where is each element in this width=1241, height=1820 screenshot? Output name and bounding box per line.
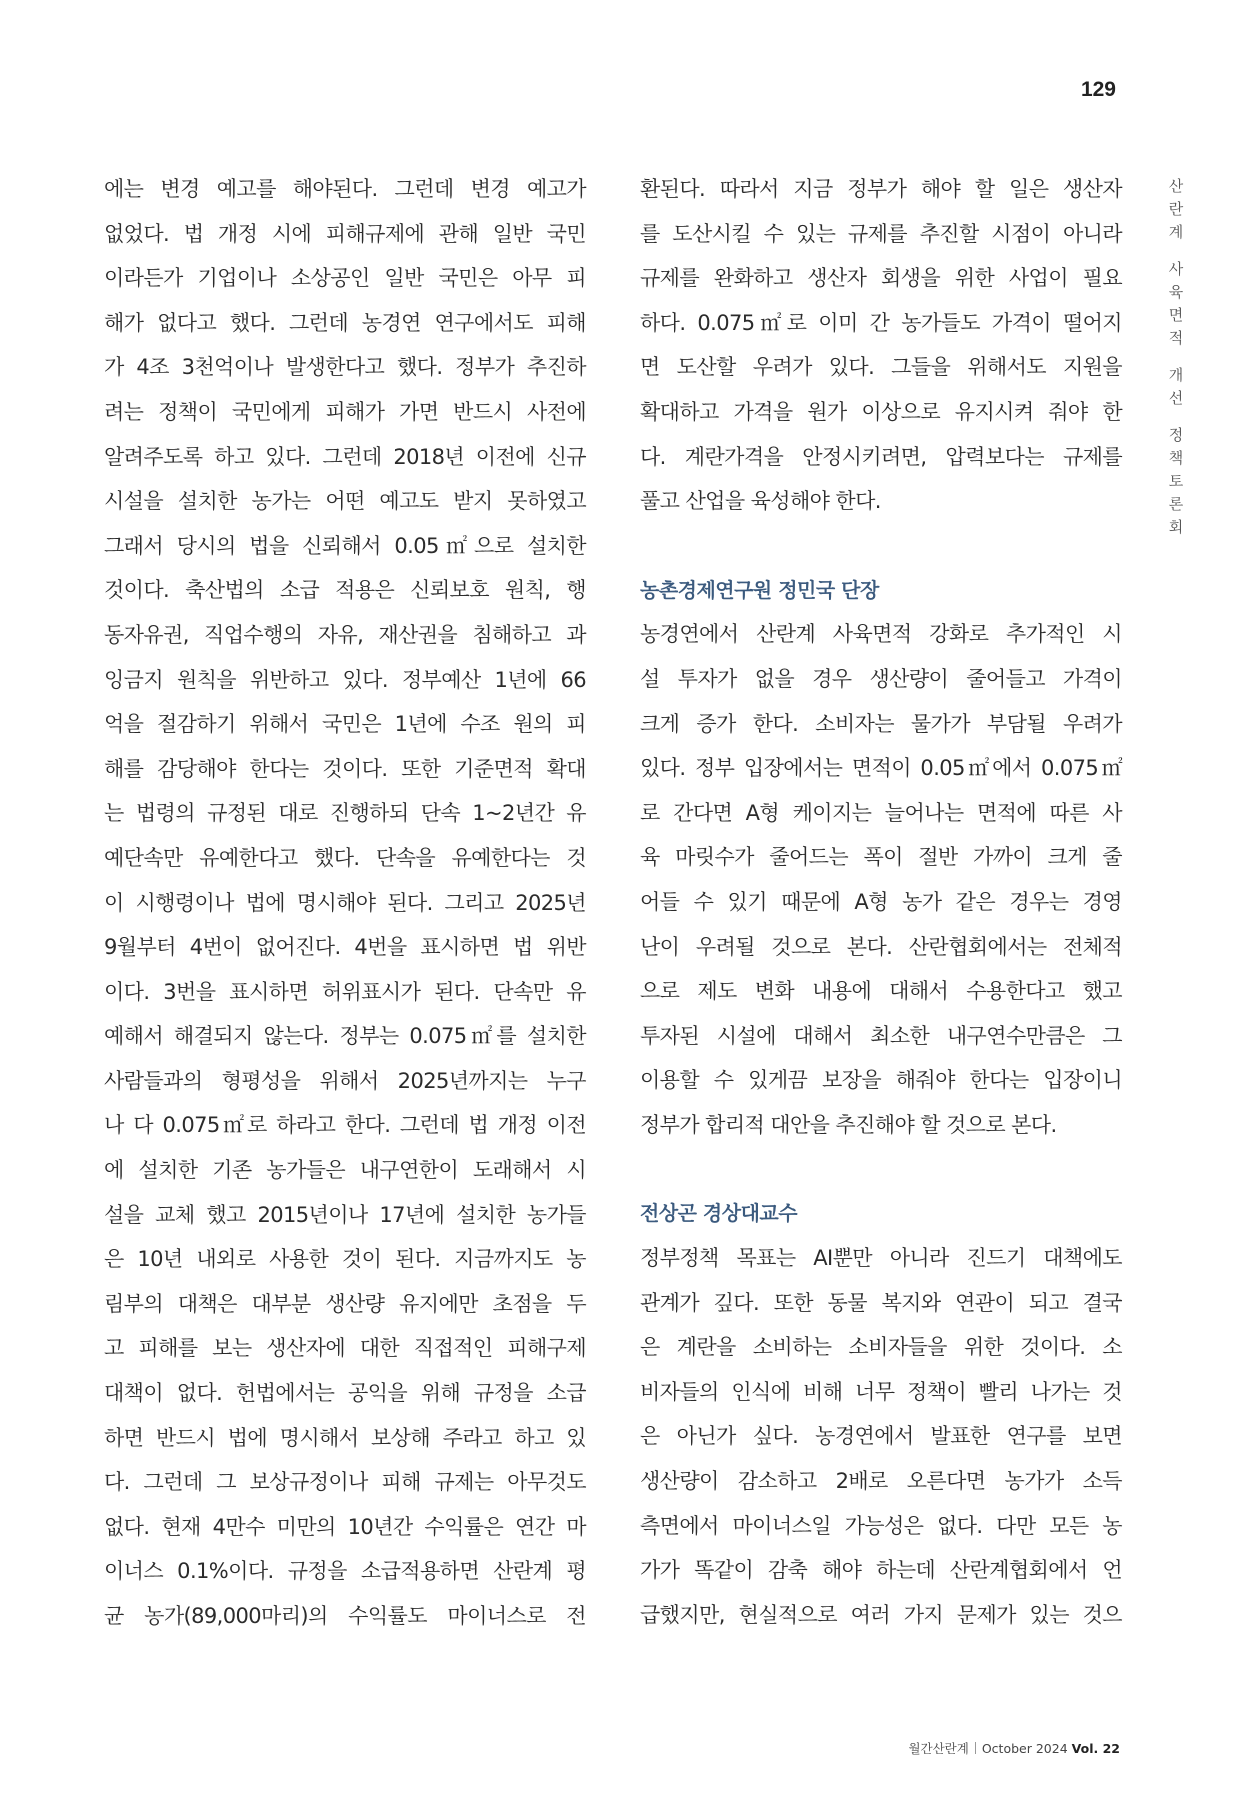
text-line: 가 4조 3천억이나 발생한다고 했다. 정부가 추진하 [104,355,586,380]
side-title-char: 개 [1168,366,1184,384]
text-line: 림부의 대책은 대부분 생산량 유지에만 초점을 두 [104,1291,586,1316]
text-line: 해를 감당해야 한다는 것이다. 또한 기준면적 확대 [104,756,586,781]
text-line: 난이 우려될 것으로 본다. 산란협회에서는 전체적 [640,934,1122,959]
footer-separator [975,1742,976,1754]
text-line: 9월부터 4번이 없어진다. 4번을 표시하면 법 위반 [104,935,586,960]
text-line: 으로 제도 변화 내용에 대해서 수용한다고 했고 [640,979,1122,1004]
side-title-char: 사 [1168,260,1184,278]
text-line: 비자들의 인식에 비해 너무 정책이 빨리 나가는 것 [640,1379,1122,1404]
text-line: 정부정책 목표는 AI뿐만 아니라 진드기 대책에도 [640,1246,1122,1271]
text-line: 급했지만, 현실적으로 여러 가지 문제가 있는 것으 [640,1602,1122,1627]
text-line: 알려주도록 하고 있다. 그런데 2018년 이전에 신규 [104,444,586,469]
section-heading-jeon-sanggon: 전상곤 경상대교수 [640,1201,798,1226]
section-body-jung-mingook [640,612,1122,1147]
text-line: 은 아닌가 싶다. 농경연에서 발표한 연구를 보면 [640,1424,1122,1449]
section-body-jeon-sanggon [640,1236,1122,1637]
side-title-char [1163,350,1189,364]
text-line: 투자된 시설에 대해서 최소한 내구연수만큼은 그 [640,1023,1122,1048]
text-line: 은 10년 내외로 사용한 것이 된다. 지금까지도 농 [104,1247,586,1272]
side-title-char [1163,410,1189,424]
right-column [640,167,1122,1637]
text-line: 생산량이 감소하고 2배로 오른다면 농가가 소득 [640,1469,1122,1494]
text-line: 다. 계란가격을 안정시키려면, 압력보다는 규제를 [640,444,1122,469]
text-line: 면 도산할 우려가 있다. 그들을 위해서도 지원을 [640,355,1122,380]
side-title-char: 란 [1168,200,1184,218]
side-title-char: 적 [1168,329,1184,347]
text-line: 하면 반드시 법에 명시해서 보상해 주라고 하고 있 [104,1425,586,1450]
text-line: 이다. 3번을 표시하면 허위표시가 된다. 단속만 유 [104,979,586,1004]
text-line: 설을 교체 했고 2015년이나 17년에 설치한 농가들 [104,1202,586,1227]
text-line: 것이다. 축산법의 소급 적용은 신뢰보호 원칙, 행 [104,578,586,603]
footer-volume: Vol. 22 [1071,1741,1120,1756]
text-line: 이 시행령이나 법에 명시해야 된다. 그리고 2025년 [104,890,586,915]
text-line: 로 간다면 A형 케이지는 늘어나는 면적에 따른 사 [640,800,1122,825]
text-line: 그래서 당시의 법을 신뢰해서 0.05㎡으로 설치한 [104,533,586,558]
text-line: 동자유권, 직업수행의 자유, 재산권을 침해하고 과 [104,622,586,647]
text-line: 이너스 0.1%이다. 규정을 소급적용하면 산란계 평 [104,1559,586,1584]
text-line: 없었다. 법 개정 시에 피해규제에 관해 일반 국민 [104,221,586,246]
text-line: 억을 절감하기 위해서 국민은 1년에 수조 원의 피 [104,712,586,737]
side-title-char: 회 [1168,518,1184,536]
text-line: 균 농가(89,000마리)의 수익률도 마이너스로 전 [104,1604,586,1628]
text-line: 규제를 완화하고 생산자 회생을 위한 사업이 필요 [640,266,1122,291]
text-line: 없다. 현재 4만수 미만의 10년간 수익률은 연간 마 [104,1514,586,1539]
side-title-char: 계 [1168,223,1184,241]
text-line: 대책이 없다. 헌법에서는 공익을 위해 규정을 소급 [104,1381,586,1406]
text-line: 확대하고 가격을 원가 이상으로 유지시켜 줘야 한 [640,399,1122,424]
text-line: 예단속만 유예한다고 했다. 단속을 유예한다는 것 [104,845,586,870]
footer-magazine-name: 월간산란계 [908,1741,969,1756]
side-title-char: 책 [1168,449,1184,467]
text-line: 관계가 깊다. 또한 동물 복지와 연관이 되고 결국 [640,1290,1122,1315]
section-heading-jung-mingook: 농촌경제연구원 정민국 단장 [640,577,879,602]
side-title-char: 선 [1168,389,1184,407]
side-section-title [1163,175,1189,539]
text-line: 는 법령의 규정된 대로 진행하되 단속 1~2년간 유 [104,801,586,826]
text-line: 풀고 산업을 육성해야 한다. [640,489,881,514]
text-line: 에 설치한 기존 농가들은 내구연한이 도래해서 시 [104,1158,586,1183]
text-line: 하다. 0.075㎡로 이미 간 농가들도 가격이 떨어지 [640,310,1122,335]
side-title-char: 육 [1168,283,1184,301]
side-title-char: 면 [1168,306,1184,324]
text-line: 잉금지 원칙을 위반하고 있다. 정부예산 1년에 66 [104,667,586,692]
side-title-char: 론 [1168,495,1184,513]
text-line: 이용할 수 있게끔 보장을 해줘야 한다는 입장이니 [640,1068,1122,1093]
text-line: 를 도산시킬 수 있는 규제를 추진할 시점이 아니라 [640,221,1122,246]
text-line: 예해서 해결되지 않는다. 정부는 0.075㎡를 설치한 [104,1024,586,1049]
side-title-char: 산 [1168,177,1184,195]
page-footer [908,1739,1120,1757]
text-line: 시설을 설치한 농가는 어떤 예고도 받지 못하였고 [104,489,586,514]
side-title-char [1163,244,1189,258]
text-line: 고 피해를 보는 생산자에 대한 직접적인 피해구제 [104,1336,586,1361]
right-intro-text [640,167,1122,524]
page-number: 129 [1080,78,1116,101]
side-title-char: 정 [1168,426,1184,444]
text-line: 어들 수 있기 때문에 A형 농가 같은 경우는 경영 [640,889,1122,914]
text-line: 크게 증가 한다. 소비자는 물가가 부담될 우려가 [640,711,1122,736]
text-line: 설 투자가 없을 경우 생산량이 줄어들고 가격이 [640,666,1122,691]
text-line: 환된다. 따라서 지금 정부가 해야 할 일은 생산자 [640,177,1122,201]
text-line: 에는 변경 예고를 해야된다. 그런데 변경 예고가 [104,177,586,201]
text-line: 사람들과의 형평성을 위해서 2025년까지는 누구 [104,1068,586,1093]
text-line: 가가 똑같이 감축 해야 하는데 산란계협회에서 언 [640,1558,1122,1583]
footer-date: October 2024 [981,1741,1068,1756]
text-line: 해가 없다고 했다. 그런데 농경연 연구에서도 피해 [104,310,586,335]
text-line: 있다. 정부 입장에서는 면적이 0.05㎡에서 0.075㎡ [640,756,1122,781]
text-line: 다. 그런데 그 보상규정이나 피해 규제는 아무것도 [104,1470,586,1495]
text-line: 이라든가 기업이나 소상공인 일반 국민은 아무 피 [104,266,586,291]
text-line: 은 계란을 소비하는 소비자들을 위한 것이다. 소 [640,1335,1122,1360]
text-line: 정부가 합리적 대안을 추진해야 할 것으로 본다. [640,1112,1057,1137]
text-line: 농경연에서 산란계 사육면적 강화로 추가적인 시 [640,622,1122,647]
text-line: 육 마릿수가 줄어드는 폭이 절반 가까이 크게 줄 [640,845,1122,870]
side-title-char: 토 [1168,472,1184,490]
text-line: 측면에서 마이너스일 가능성은 없다. 다만 모든 농 [640,1513,1122,1538]
text-line: 나 다 0.075㎡로 하라고 한다. 그런데 법 개정 이전 [104,1113,586,1138]
left-column [104,167,586,1639]
text-line: 려는 정책이 국민에게 피해가 가면 반드시 사전에 [104,399,586,424]
